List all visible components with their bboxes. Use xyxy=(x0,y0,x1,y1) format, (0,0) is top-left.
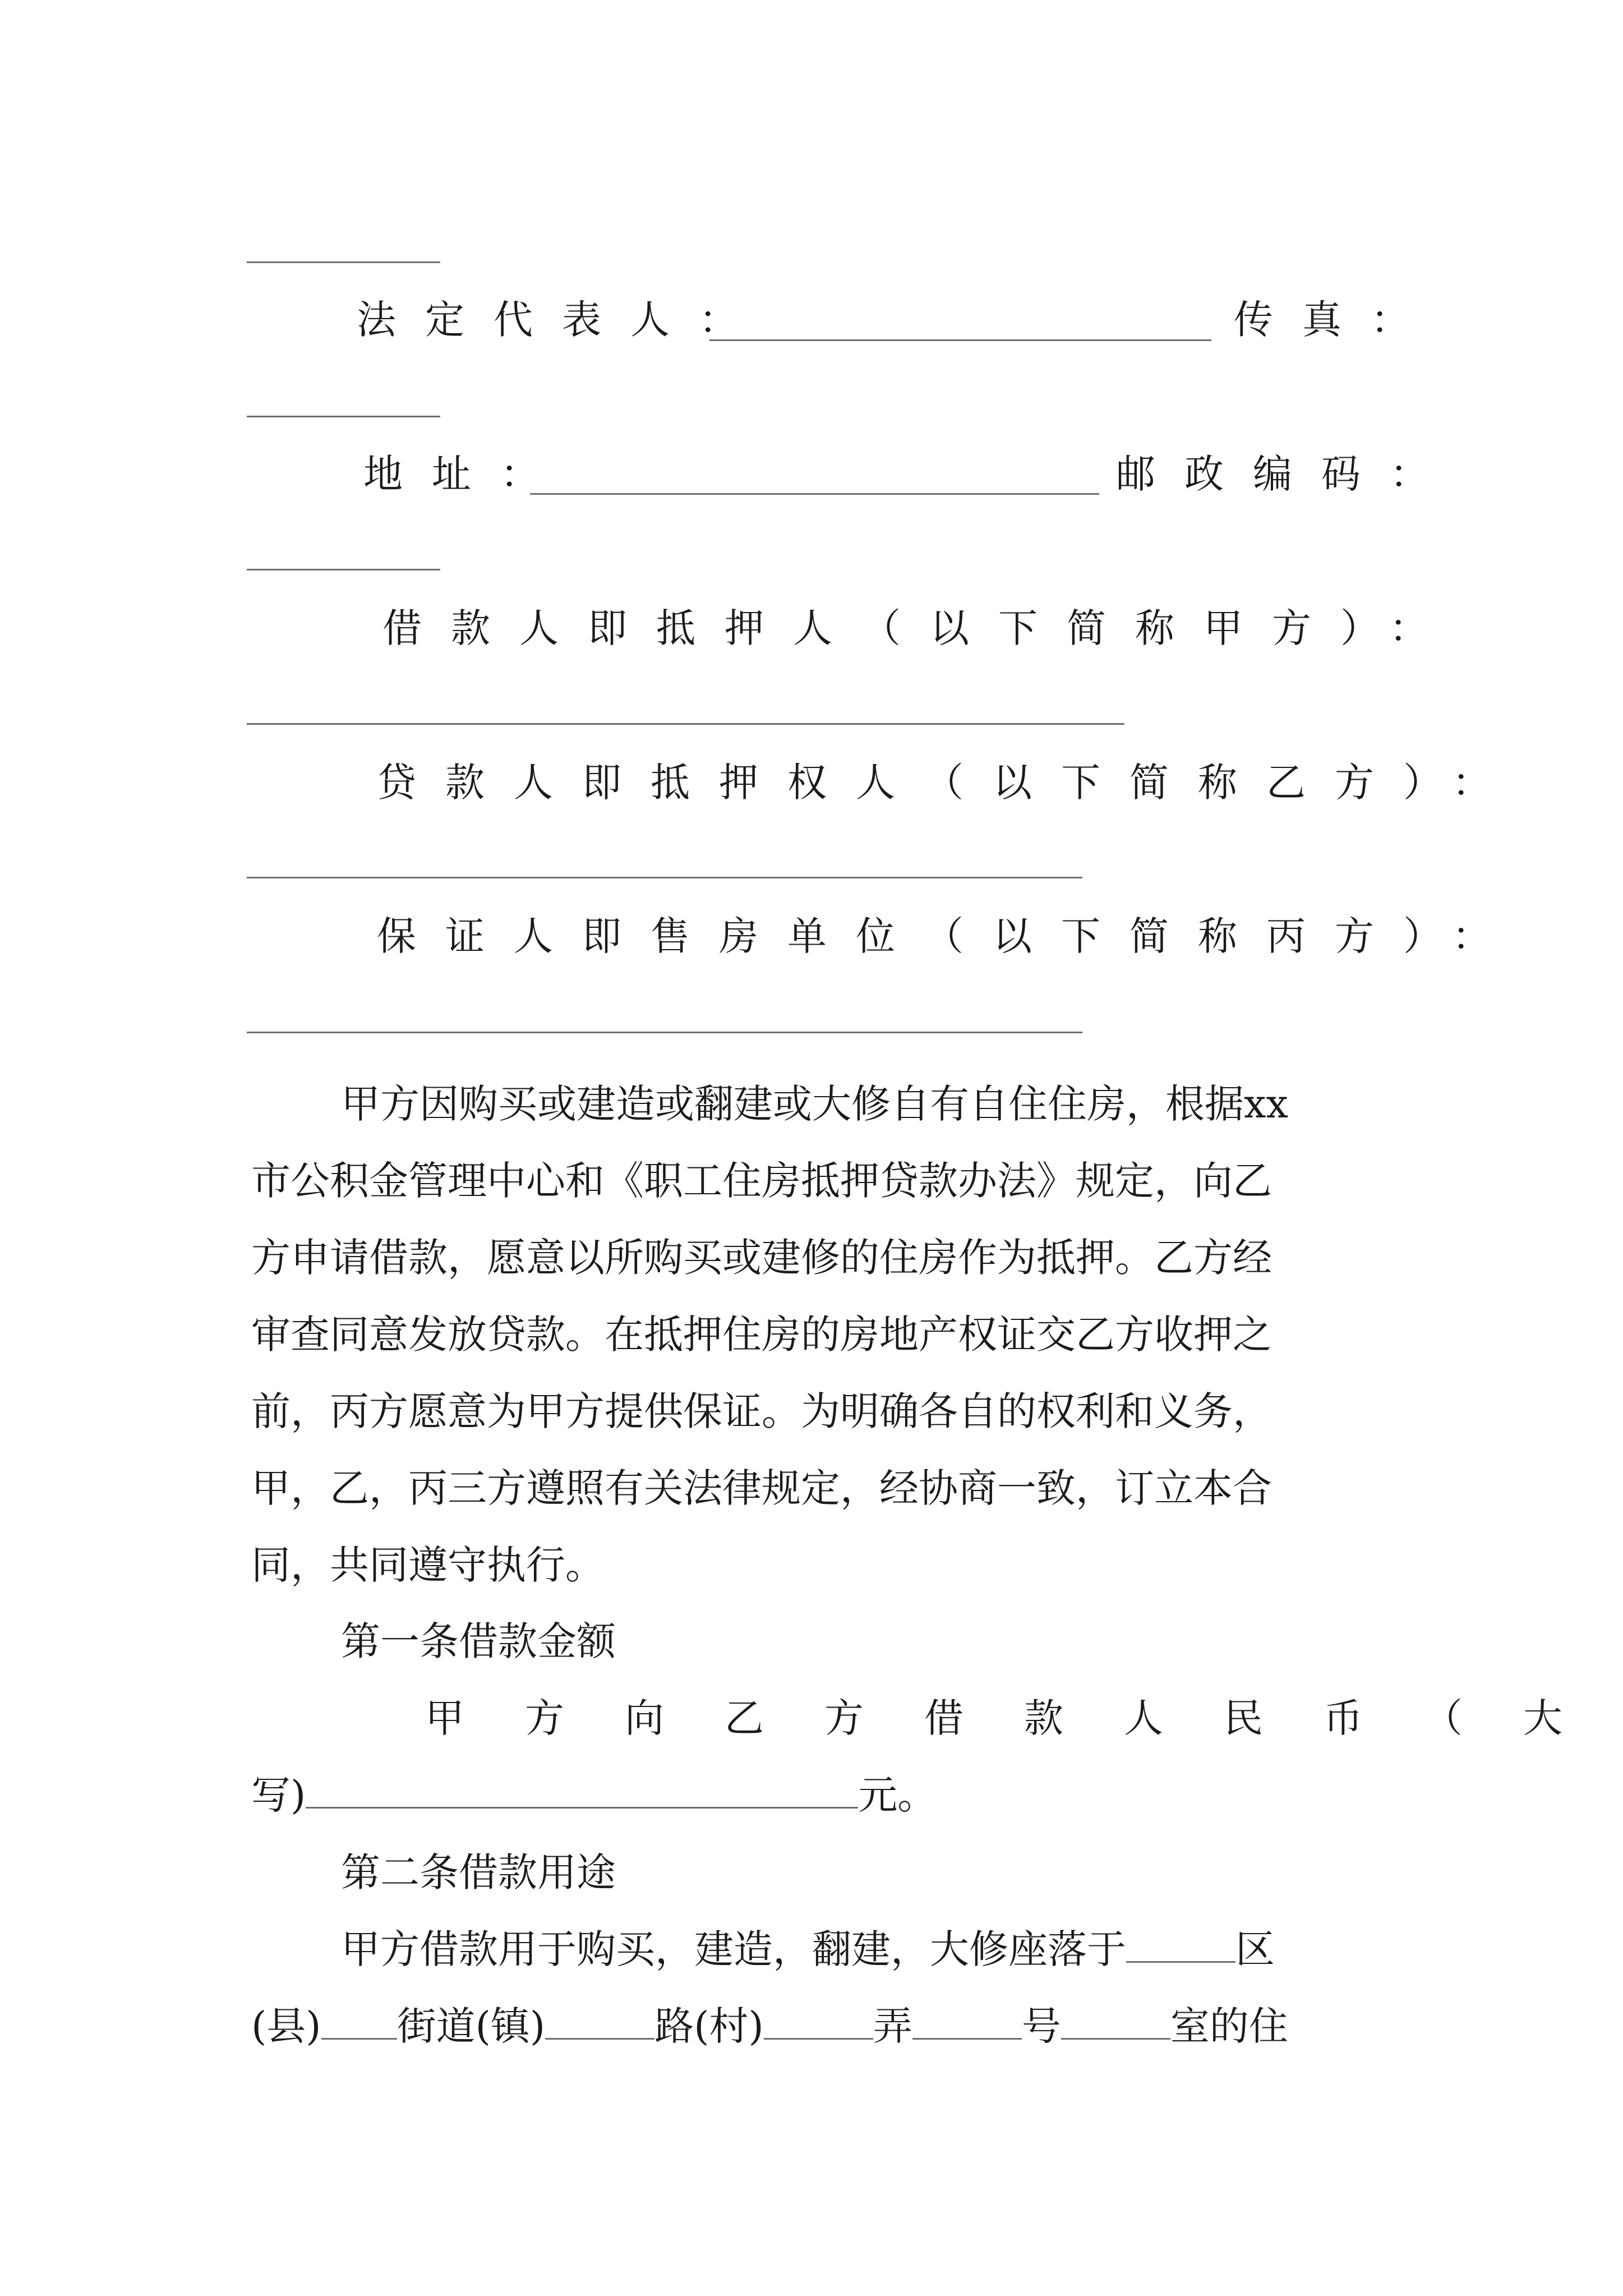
postcode-field[interactable] xyxy=(247,569,440,570)
address-field[interactable] xyxy=(530,493,1099,495)
number-label: 号 xyxy=(1021,2003,1061,2049)
intro-line-1: 甲方因购买或建造或翻建或大修自有自住住房，根据xx xyxy=(341,1081,1288,1127)
room-label: 室的住 xyxy=(1170,2003,1288,2049)
lender-field[interactable] xyxy=(247,877,1082,878)
number-field[interactable] xyxy=(912,2003,1022,2040)
article1-line2 xyxy=(251,1757,1395,1834)
guarantor-label: 保证人即售房单位（以下简称丙方）： xyxy=(377,913,1520,959)
street-field[interactable] xyxy=(321,2003,397,2040)
article2-line1-prefix: 甲方借款用于购买，建造，翻建，大修座落于 xyxy=(341,1926,1126,1972)
intro-line-5: 前，丙方愿意为甲方提供保证。为明确各自的权利和义务， xyxy=(251,1388,1272,1434)
intro-line-4: 审查同意发放贷款。在抵押住房的房地产权证交乙方收押之 xyxy=(251,1312,1272,1358)
lane-field[interactable] xyxy=(764,2003,873,2040)
borrower-label: 借款人即抵押人（以下简称甲方）： xyxy=(382,605,1458,651)
guarantor-field[interactable] xyxy=(247,1032,1082,1033)
article1-line2-suffix: 元。 xyxy=(858,1772,937,1818)
fax-label: 传真： xyxy=(1234,297,1439,343)
loan-amount-field[interactable] xyxy=(306,1772,858,1809)
intro-line-6: 甲，乙，丙三方遵照有关法律规定，经协商一致，订立本合 xyxy=(251,1465,1272,1511)
postcode-label: 邮政编码： xyxy=(1116,451,1458,497)
article2-line2 xyxy=(251,1988,1395,2065)
road-field[interactable] xyxy=(545,2003,654,2040)
article1-line1: 甲方向乙方借款人民币（大 xyxy=(425,1695,1623,1741)
article2-title: 第二条借款用途 xyxy=(341,1849,616,1895)
intro-line-2: 市公积金管理中心和《职工住房抵押贷款办法》规定，向乙 xyxy=(251,1158,1272,1204)
article1-title: 第一条借款金额 xyxy=(341,1618,616,1664)
legal-rep-label: 法定代表人： xyxy=(357,297,767,343)
road-label: 路(村) xyxy=(654,2003,764,2049)
district-field[interactable] xyxy=(1126,1926,1235,1963)
borrower-field[interactable] xyxy=(247,723,1124,725)
article2-line1 xyxy=(341,1911,1485,1988)
fax-field[interactable] xyxy=(247,416,440,417)
room-field[interactable] xyxy=(1061,2003,1170,2040)
blank-line xyxy=(247,261,440,263)
lender-label: 贷款人即抵押权人（以下简称乙方）： xyxy=(377,760,1520,806)
address-label: 地址： xyxy=(363,451,569,497)
legal-rep-field[interactable] xyxy=(709,339,1211,341)
article1-line2-prefix: 写) xyxy=(251,1772,306,1818)
lane-label: 弄 xyxy=(873,2003,912,2049)
intro-line-3: 方申请借款，愿意以所购买或建修的住房作为抵押。乙方经 xyxy=(251,1235,1272,1281)
county-label: (县) xyxy=(251,2003,321,2049)
street-label: 街道(镇) xyxy=(396,2003,546,2049)
article2-line1-suffix: 区 xyxy=(1235,1926,1275,1972)
intro-line-7: 同，共同遵守执行。 xyxy=(251,1542,605,1588)
